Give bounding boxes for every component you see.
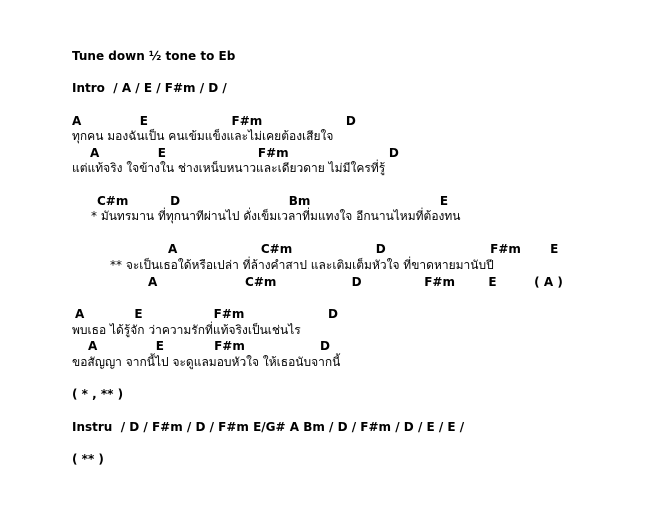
- verse1-chords-2: A E F#m D: [90, 146, 399, 160]
- verse2-lyrics-1: พบเธอ ได้รู้จัก ว่าความรักที่แท้จริงเป็นเช่นไร: [72, 323, 301, 337]
- repeat-marker-1: ( * , ** ): [72, 387, 124, 401]
- verse1-lyrics-1: ทุกคน มองฉันเป็น คนเข้มแข็งและไม่เคยต้องเสียใจ: [72, 129, 334, 143]
- verse2-lyrics-2: ขอสัญญา จากนี้ไป จะดูแลมอบหัวใจ ให้เธอนับจากนี้: [72, 355, 341, 369]
- chorus-chords-1: C#m D Bm E: [97, 194, 449, 208]
- verse2-chords-2: A E F#m D: [88, 339, 331, 353]
- instrumental-line: Instru / D / F#m / D / F#m E/G# A Bm / D / F#m / D / E / E /: [72, 420, 465, 434]
- chorus-lyrics-1: * มันทรมาน ที่ทุกนาทีผ่านไป ดั่งเข็มเวลาที่มแทงใจ อีกนานไหมที่ต้องทน: [91, 209, 461, 223]
- chorus-chords-2: A C#m D F#m E: [168, 242, 559, 256]
- chorus-chords-3: A C#m D F#m E ( A ): [148, 275, 563, 289]
- intro-line: Intro / A / E / F#m / D /: [72, 81, 227, 95]
- chorus-lyrics-2: ** จะเป็นเธอใด้หรือเปล่า ที่ล้างคำสาป และเติมเต็มหัวใจ ที่ขาดหายมานับปี: [110, 258, 494, 272]
- verse2-chords-1: A E F#m D: [75, 307, 338, 321]
- tuning-note: Tune down ½ tone to Eb: [72, 49, 236, 63]
- verse1-lyrics-2: แต่แท้จริง ใจข้างใน ช่างเหน็บหนาวและเดียวดาย ไม่มีใครที่รู้: [72, 161, 386, 175]
- verse1-chords-1: A E F#m D: [72, 114, 356, 128]
- repeat-marker-2: ( ** ): [72, 452, 104, 466]
